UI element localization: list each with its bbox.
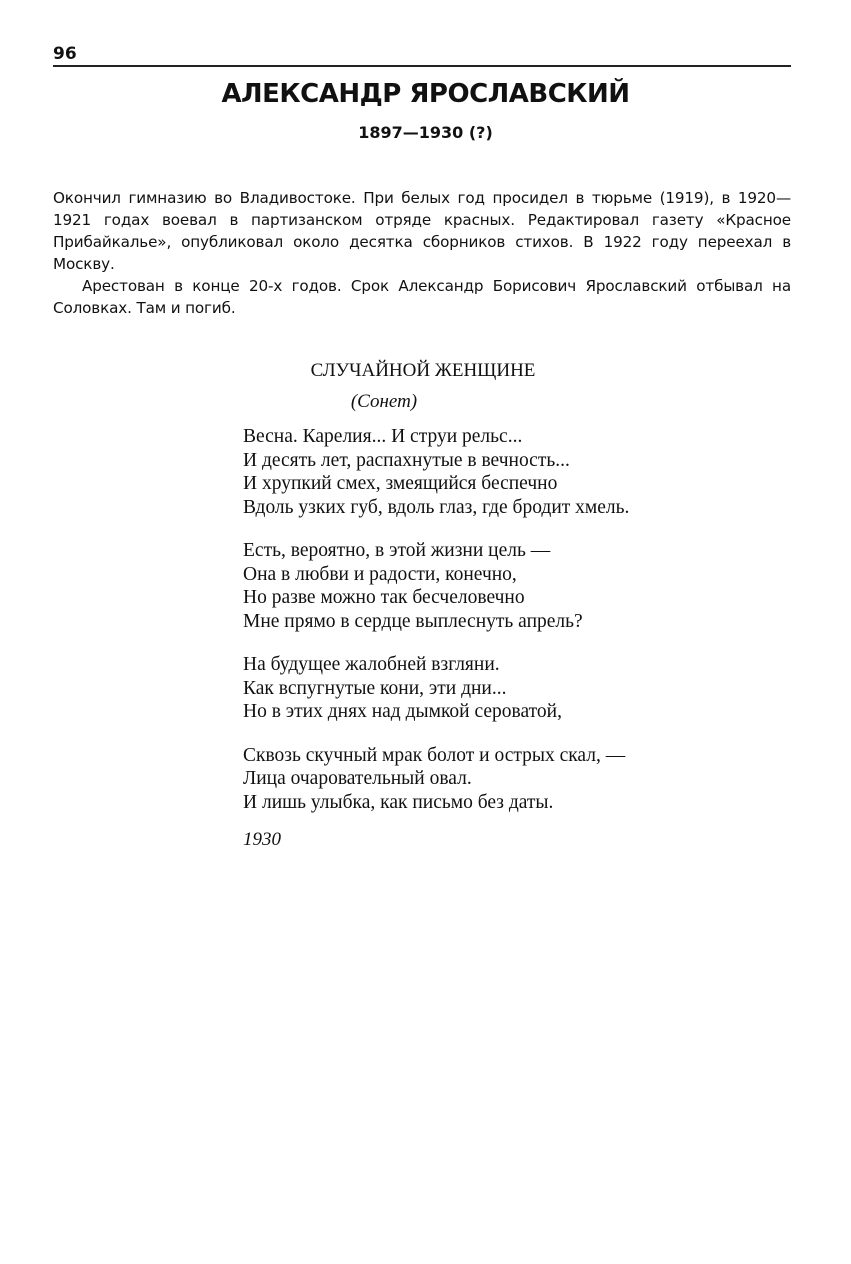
poem-line: На будущее жалобней взгляни. — [243, 654, 500, 675]
poem-stanza — [243, 744, 629, 815]
header-rule — [53, 65, 791, 67]
author-dates: 1897—1930 (?) — [358, 123, 493, 142]
poem-stanza — [243, 425, 629, 519]
poem-line: И хрупкий смех, змеящийся беспечно — [243, 473, 558, 494]
page-number: 96 — [53, 44, 77, 64]
poem-body — [243, 425, 629, 834]
bio-paragraph: Арестован в конце 20-х годов. Срок Александр Борисович Ярославский отбывал на Соловках. Там и погиб. — [53, 277, 791, 317]
poem-subtitle: (Сонет) — [350, 391, 418, 412]
poem-line: Она в любви и радости, конечно, — [243, 563, 517, 585]
poem-line: Сквозь скучный мрак болот и острых скал, — — [243, 744, 626, 766]
poem-line: Но разве можно так бесчеловечно — [243, 587, 525, 608]
poem-line: Есть, вероятно, в этой жизни цель — — [243, 540, 551, 561]
poem-line: Но в этих днях над дымкой сероватой, — [243, 701, 562, 722]
poem-line: Как вспугнутые кони, эти дни... — [243, 677, 507, 699]
bio-paragraph: Окончил гимназию во Владивостоке. При белых год просидел в тюрьме (1919), в 1920—1921 годах воевал в партизанском отряде красных. Редактировал газету «Красное Прибайкалье», опубликовал около десятка сборников стихов. В 1922 году переехал в Москву. — [53, 189, 791, 273]
poem-line: И лишь улыбка, как письмо без даты. — [243, 791, 554, 813]
poem-line: Вдоль узких губ, вдоль глаз, где бродит хмель. — [243, 496, 630, 518]
poem-line: И десять лет, распахнутые в вечность... — [243, 449, 570, 471]
poem-stanza — [243, 653, 629, 724]
author-name: АЛЕКСАНДР ЯРОСЛАВСКИЙ — [221, 79, 630, 109]
poem-line: Лица очаровательный овал. — [243, 768, 472, 789]
poem-line: Весна. Карелия... И струи рельс... — [243, 426, 523, 447]
poem-date: 1930 — [243, 829, 281, 850]
poem-line: Мне прямо в сердце выплеснуть апрель? — [243, 610, 583, 632]
author-biography — [53, 187, 791, 319]
poem-title: СЛУЧАЙНОЙ ЖЕНЩИНЕ — [310, 360, 536, 381]
poem-stanza — [243, 539, 629, 633]
